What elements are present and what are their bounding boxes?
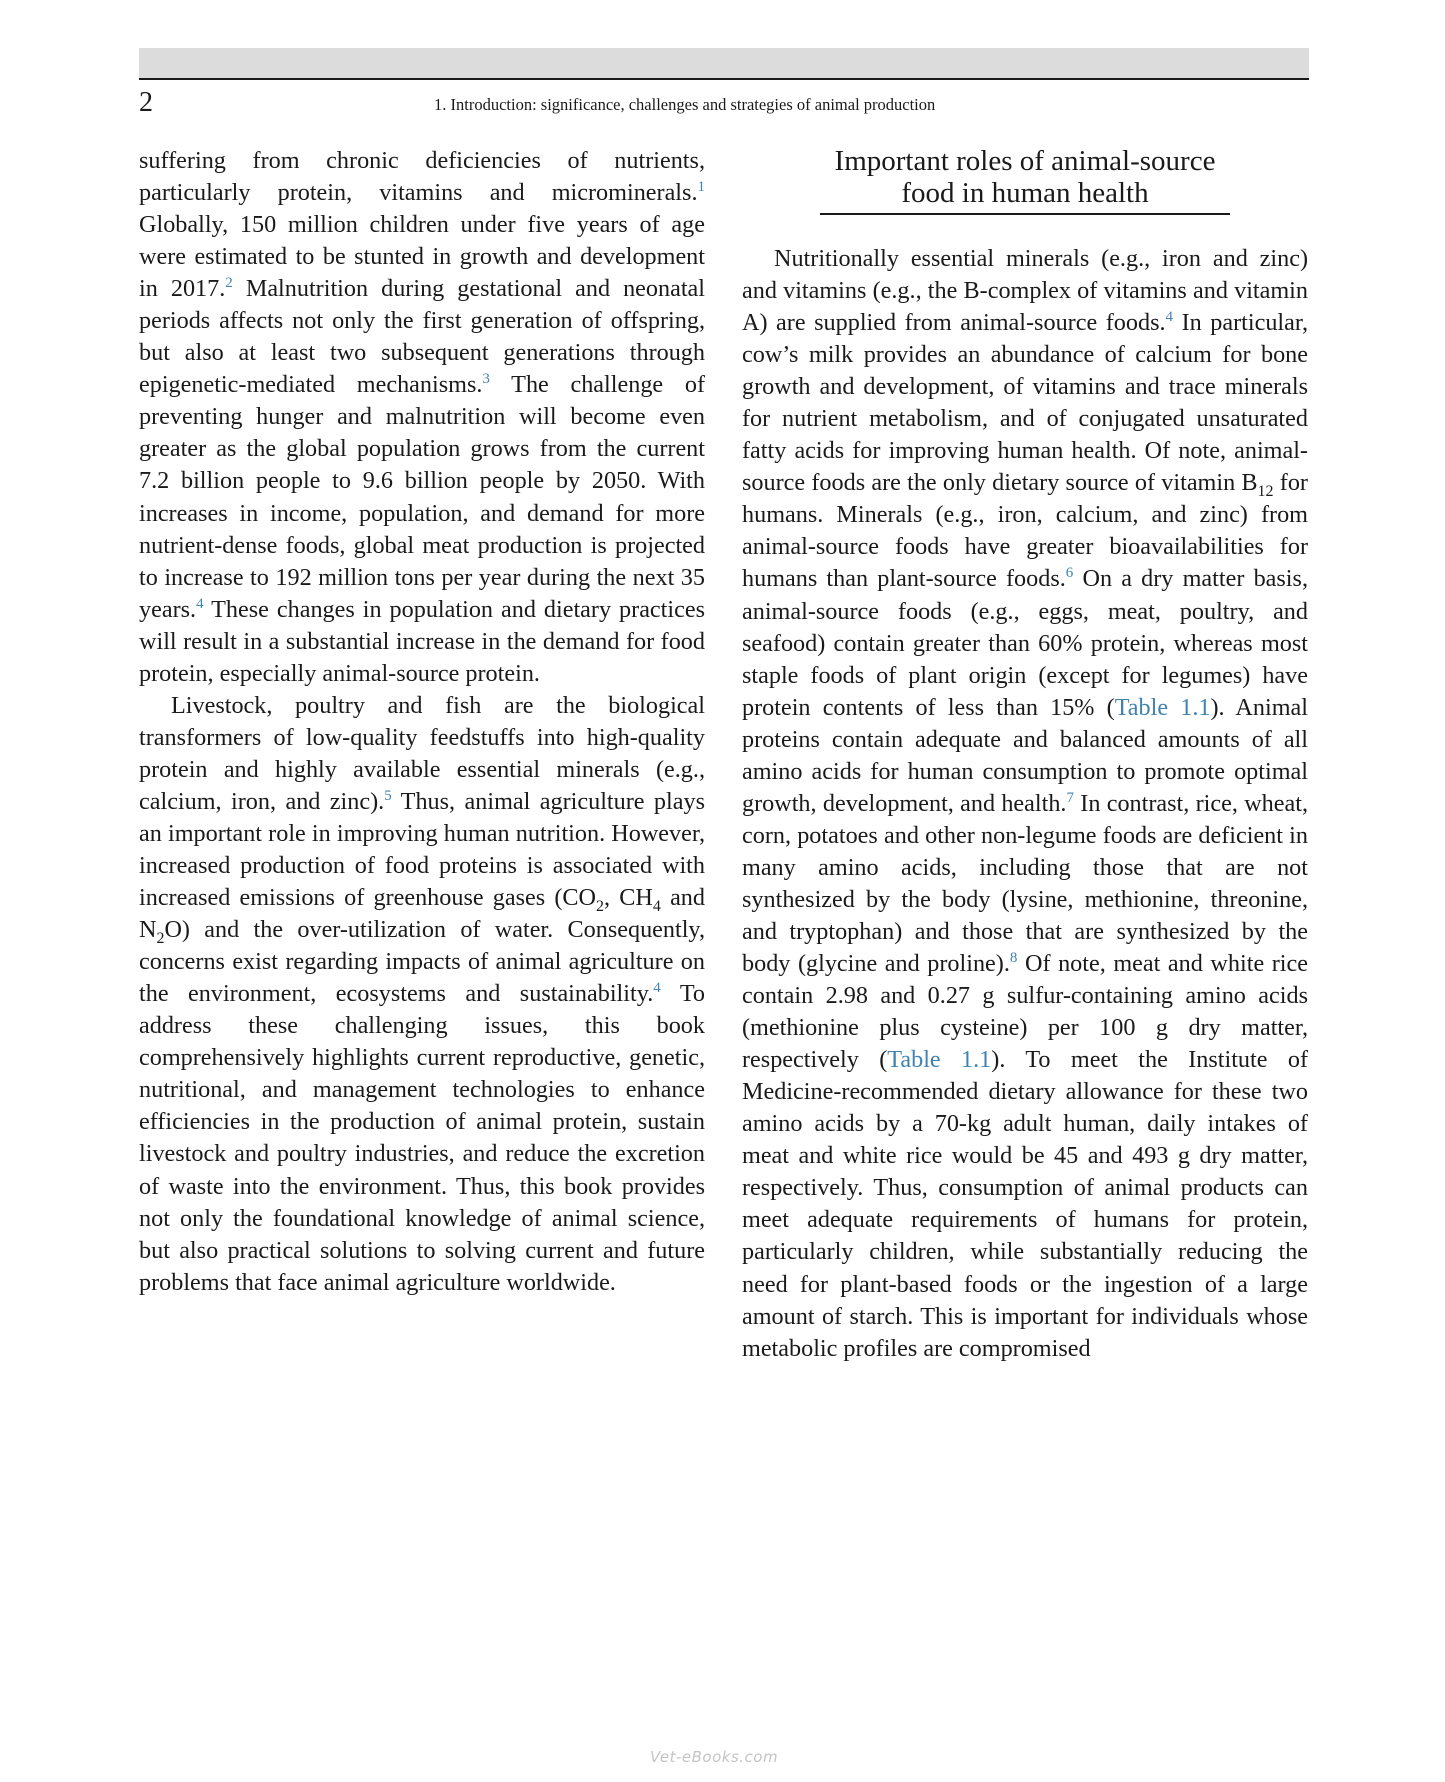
paragraph: Nutritionally essential minerals (e.g., iron and zinc) and vitamins (e.g., the B-complex of vitamins and vitamin A) are supplied from animal-source foods.$^4$ In particular, cow’s milk provides an abundance of calcium for bone growth and development, of vitamins and trace minerals for nutrient metabolism, and of conjugated unsaturated fatty acids for improving human health. Of note, animal-source foods are the only dietary source of vitamin $B_{12}$ for humans. Minerals (e.g., iron, calcium, and zinc) from animal-source foods have greater bioavailabilities for humans than plant-source foods.$^6$ On a dry matter basis, animal-source foods (e.g., eggs, meat, poultry, and seafood) contain greater than 60% protein, whereas most staple foods of plant origin (except for legumes) have protein contents of less than 15% (Table 1.1). Animal proteins contain adequate and balanced amounts of all amino acids for human consumption to promote optimal growth, development, and health.$^7$ In contrast, rice, wheat, corn, potatoes and other non-legume foods are deficient in many amino acids, including those that are not synthesized by the body (lysine, methionine, threonine, and tryptophan) and those that are synthesized by the body (glycine and proline).$^8$ Of note, meat and white rice contain 2.98 and 0.27 g sulfur-containing amino acids (methionine plus cysteine) per 100 g dry matter, respectively (Table 1.1). To meet the Institute of Medicine-recommended dietary allowance for these two amino acids by a 70-kg adult human, daily intakes of meat and white rice would be 45 and 493 g dry matter, respectively. Thus, consumption of animal products can meet adequate requirements of humans for protein, particularly children, while substantially reducing the need for plant-based foods or the ingestion of a large amount of starch. This is important for individuals whose metabolic profiles are compromised <box>742 245 1309 1362</box>
header-rule <box>139 78 1309 80</box>
subscript: 12 <box>1257 483 1274 501</box>
left-column <box>139 145 705 1299</box>
header-band <box>139 48 1309 78</box>
citation-link[interactable]: 4 <box>1165 309 1174 326</box>
subscript: 2 <box>156 929 165 947</box>
citation-link[interactable]: 6 <box>1065 565 1074 582</box>
paragraph: suffering from chronic deficiencies of nutrients, particularly protein, vitamins and microminerals.$^1$ Globally, 150 million children under five years of age were estimated to be stunted in growth and development in 2017.$^2$ Malnutrition during gestational and neonatal periods affects not only the first generation of offspring, but also at least two subsequent generations through epigenetic-mediated mechanisms.$^3$ The challenge of preventing hunger and malnutrition will become even greater as the global population grows from the current 7.2 billion people to 9.6 billion people by 2050. With increases in income, population, and demand for more nutrient-dense foods, global meat production is projected to increase to 192 million tons per year during the next 35 years.$^4$ These changes in population and dietary practices will result in a substantial increase in the demand for food protein, especially animal-source protein. <box>139 147 705 687</box>
paragraph: Livestock, poultry and fish are the biological transformers of low-quality feedstuffs into high-quality protein and highly available essential minerals (e.g., calcium, iron, and zinc).$^5$ Thus, animal agriculture plays an important role in improving human nutrition. However, increased production of food proteins is associated with increased emissions of greenhouse gases ($CO_2$, $CH_4$ and $N_2O$) and the over-utilization of water. Consequently, concerns exist regarding impacts of animal agriculture on the environment, ecosystems and sustainability.$^4$ To address these challenging issues, this book comprehensively highlights current reproductive, genetic, nutritional, and management technologies to enhance efficiencies in the production of animal protein, sustain livestock and poultry industries, and reduce the excretion of waste into the environment. Thus, this book provides not only the foundational knowledge of animal science, but also practical solutions to solving current and future problems that face animal agriculture worldwide. <box>139 691 705 1296</box>
citation-link[interactable]: 2 <box>225 275 233 292</box>
citation-link[interactable]: 5 <box>384 787 392 804</box>
table-link[interactable]: Table 1.1 <box>887 1046 992 1074</box>
citation-link[interactable]: 4 <box>653 980 661 997</box>
citation-link[interactable]: 1 <box>697 178 705 195</box>
right-column <box>742 145 1308 1365</box>
citation-link[interactable]: 7 <box>1066 789 1074 806</box>
subscript: 2 <box>596 897 605 915</box>
page-number: 2 <box>139 87 153 118</box>
watermark: Vet-eBooks.com <box>650 1748 779 1766</box>
citation-link[interactable]: 3 <box>482 371 490 388</box>
subscript: 4 <box>652 897 661 915</box>
citation-link[interactable]: 4 <box>196 595 204 612</box>
table-link[interactable]: Table 1.1 <box>1114 693 1211 721</box>
citation-link[interactable]: 8 <box>1009 949 1018 966</box>
running-title: 1. Introduction: significance, challenges and strategies of animal production <box>434 95 936 114</box>
section-heading: Important roles of animal-source food in human health <box>820 145 1230 215</box>
